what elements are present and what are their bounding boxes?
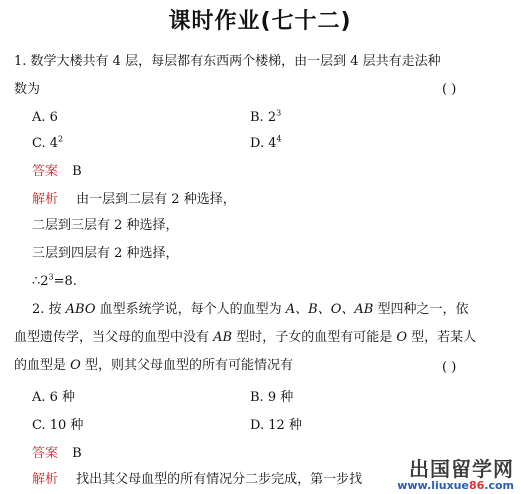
answer-label: 答案 (32, 446, 59, 461)
q2-answer (32, 446, 82, 462)
q2-option-c: C. 10 种 (32, 418, 84, 433)
q1-stem-line1: 1. 数学大楼共有 4 层，每层都有东西两个楼梯，由一层到 4 层共有走法种 (14, 54, 441, 69)
q2-analysis-line1: 解析 找出其父母血型的所有情况分二步完成，第一步找 (32, 472, 363, 487)
q1-conclusion: $\therefore 2^3=8$. (32, 272, 77, 289)
q1-stem-line2: 数为 (14, 82, 41, 97)
analysis-label: 解析 (32, 192, 59, 207)
watermark-url: www.liuxue86.com (397, 479, 514, 492)
q2-option-a: A. 6 种 (32, 390, 76, 405)
q2-stem-line2: 血型遗传学，当父母的血型中没有 AB 型时，子女的血型有可能是 O 型，若某人 (14, 330, 477, 345)
q1-option-b: B. $2^3$ (250, 108, 282, 125)
q2-stem-line3: 的血型是 O 型，则其父母血型的所有可能情况有 (14, 358, 293, 373)
q1-option-d: D. $4^4$ (250, 134, 282, 151)
analysis-label: 解析 (32, 472, 59, 487)
q1-analysis-line1: 解析 由一层到二层有 2 种选择， (32, 192, 236, 207)
q1-analysis-line2: 二层到三层有 2 种选择， (32, 218, 179, 233)
q1-analysis-line3: 三层到四层有 2 种选择， (32, 246, 179, 261)
answer-value: B (72, 164, 82, 179)
q1-option-c: C. $4^2$ (32, 134, 64, 151)
q2-option-b: B. 9 种 (250, 390, 294, 405)
q2-option-d: D. 12 种 (250, 418, 302, 433)
page-title: 课时作业(七十二) (168, 9, 352, 34)
q1-answer (32, 164, 82, 180)
q1-answer-blank: ( ) (442, 82, 457, 97)
q1-option-a: A. 6 (32, 110, 58, 125)
q2-answer-blank: ( ) (442, 360, 457, 375)
watermark-logo-text: 出国留学网 (409, 457, 514, 481)
site-watermark (397, 458, 514, 492)
q2-stem-line1: 2. 按 ABO 血型系统学说，每个人的血型为 A、B、O、AB 型四种之一，依 (32, 302, 469, 317)
answer-label: 答案 (32, 164, 59, 179)
answer-value: B (72, 446, 82, 461)
